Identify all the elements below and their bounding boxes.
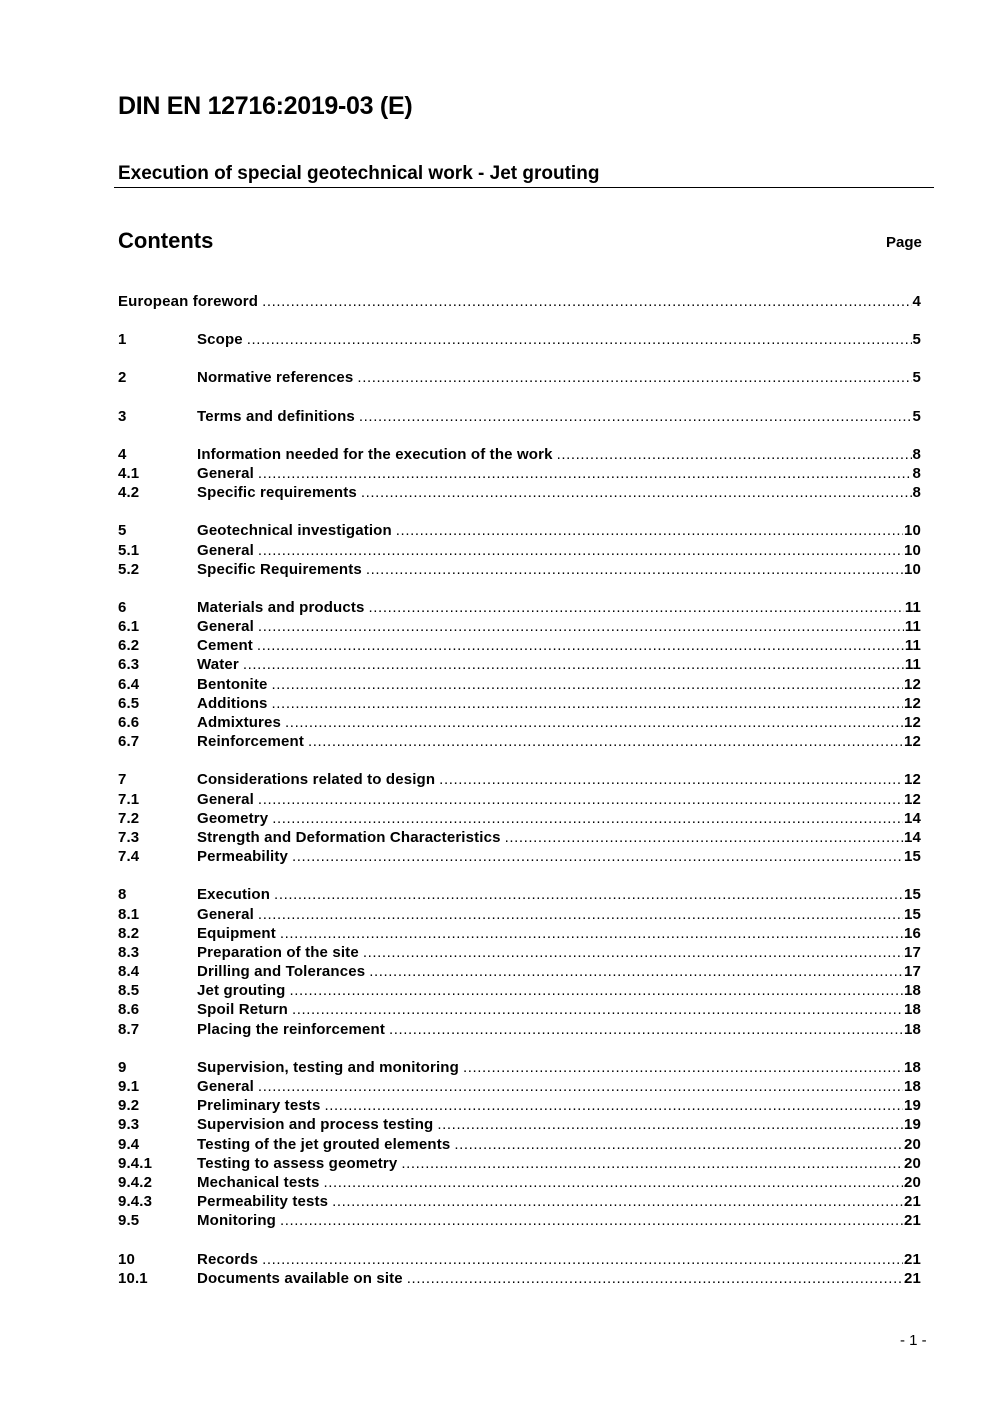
- toc-dot-leader: [505, 828, 903, 847]
- toc-entry-number: 6.4: [118, 675, 140, 693]
- toc-entry-page: 21: [904, 1193, 921, 1211]
- toc-entry-title: Specific Requirements: [197, 560, 362, 578]
- toc-entry-page: 8: [912, 445, 921, 463]
- toc-entry-number: 6.7: [118, 733, 140, 751]
- toc-entry-page: 21: [904, 1250, 921, 1268]
- toc-entry-title: Permeability tests: [197, 1193, 329, 1211]
- toc-entry-title: General: [197, 464, 254, 482]
- toc-entry-page: 18: [904, 1058, 921, 1076]
- toc-entry-page: 12: [904, 675, 921, 693]
- toc-entry-number: 9.4: [118, 1135, 140, 1153]
- toc-entry-number: 6: [118, 598, 127, 616]
- toc-dot-leader: [439, 770, 903, 789]
- toc-entry-title: Equipment: [197, 924, 276, 942]
- toc-entry-title: General: [197, 905, 254, 923]
- toc-entry-page: 4: [912, 293, 921, 310]
- toc-entry-page: 17: [904, 963, 921, 981]
- toc-entry-page: 15: [904, 905, 921, 923]
- toc-entry-number: 9.4.3: [118, 1193, 153, 1211]
- toc-entry-page: 18: [904, 1020, 921, 1038]
- toc-entry-title: Permeability: [197, 848, 289, 866]
- toc-dot-leader: [454, 1135, 903, 1154]
- toc-entry-number: 8.3: [118, 943, 140, 961]
- toc-dot-leader: [257, 636, 904, 655]
- toc-entry[interactable]: [118, 445, 921, 464]
- toc-entry-page: 14: [904, 828, 921, 846]
- toc-dot-leader: [292, 1000, 903, 1019]
- toc-dot-leader: [280, 924, 903, 943]
- toc-entry-title: Preliminary tests: [197, 1097, 321, 1115]
- toc-entry-page: 20: [904, 1154, 921, 1172]
- toc-dot-leader: [463, 1058, 903, 1077]
- toc-entry-number: 9.3: [118, 1116, 140, 1134]
- toc-entry-title: Records: [197, 1250, 259, 1268]
- toc-dot-leader: [262, 1250, 903, 1269]
- toc-entry[interactable]: [118, 598, 921, 617]
- toc-entry-title: Jet grouting: [197, 982, 286, 1000]
- toc-entry-title: Supervision, testing and monitoring: [197, 1058, 459, 1076]
- toc-dot-leader: [359, 407, 912, 426]
- toc-entry-number: 6.5: [118, 694, 140, 712]
- toc-entry-page: 18: [904, 982, 921, 1000]
- toc-dot-leader: [258, 541, 903, 560]
- toc-entry-title: Drilling and Tolerances: [197, 963, 366, 981]
- document-title: DIN EN 12716:2019-03 (E): [118, 92, 413, 120]
- document-subtitle: Execution of special geotechnical work - Jet grouting: [118, 163, 600, 184]
- toc-dot-leader: [323, 1173, 903, 1192]
- toc-entry-number: 5.1: [118, 541, 140, 559]
- toc-entry-number: 2: [118, 369, 127, 387]
- toc-dot-leader: [396, 521, 903, 540]
- toc-entry[interactable]: [118, 1211, 921, 1230]
- toc-entry-page: 14: [904, 809, 921, 827]
- toc-entry-page: 10: [904, 541, 921, 559]
- toc-entry-title: Placing the reinforcement: [197, 1020, 385, 1038]
- toc-entry[interactable]: [118, 809, 921, 828]
- toc-entry-title: Testing to assess geometry: [197, 1154, 398, 1172]
- toc-entry-page: 11: [904, 618, 921, 636]
- toc-entry-title: Strength and Deformation Characteristics: [197, 828, 501, 846]
- toc-entry[interactable]: [118, 713, 921, 732]
- toc-entry[interactable]: [118, 1250, 921, 1269]
- toc-dot-leader: [258, 617, 904, 636]
- toc-entry-page: 18: [904, 1001, 921, 1019]
- toc-entry-page: 21: [904, 1269, 921, 1287]
- toc-entry-number: 6.3: [118, 656, 140, 674]
- toc-entry-page: 12: [904, 714, 921, 731]
- toc-entry-title: Geotechnical investigation: [197, 522, 392, 540]
- toc-entry-number: 10.1: [118, 1269, 148, 1287]
- contents-heading: Contents: [118, 228, 214, 253]
- toc-entry-number: 6.2: [118, 637, 140, 655]
- toc-entry-page: 21: [904, 1212, 921, 1230]
- toc-entry-number: 8.2: [118, 924, 140, 942]
- toc-entry[interactable]: [118, 1077, 921, 1096]
- toc-entry-page: 5: [912, 407, 921, 425]
- toc-dot-leader: [258, 790, 903, 809]
- toc-entry-page: 12: [904, 733, 921, 751]
- toc-entry[interactable]: [118, 521, 921, 540]
- toc-entry-title: General: [197, 1078, 254, 1095]
- toc-entry[interactable]: [118, 368, 921, 387]
- toc-dot-leader: [258, 905, 903, 924]
- toc-dot-leader: [357, 368, 911, 387]
- toc-entry[interactable]: [118, 905, 921, 924]
- toc-entry-title: Bentonite: [197, 675, 268, 693]
- toc-entry-page: 5: [912, 369, 921, 387]
- toc-entry-title: Specific requirements: [197, 484, 357, 502]
- toc-entry[interactable]: [118, 790, 921, 809]
- toc-dot-leader: [262, 292, 911, 311]
- toc-dot-leader: [332, 1192, 903, 1211]
- toc-entry[interactable]: [118, 560, 921, 579]
- toc-entry[interactable]: [118, 1020, 921, 1039]
- toc-entry[interactable]: [118, 636, 921, 655]
- toc-entry-page: 8: [912, 464, 921, 482]
- toc-entry-title: Scope: [197, 331, 243, 349]
- toc-entry[interactable]: [118, 694, 921, 713]
- toc-dot-leader: [258, 1077, 903, 1096]
- toc-entry-number: 7.2: [118, 809, 140, 827]
- title-rule: [114, 187, 934, 188]
- toc-entry[interactable]: [118, 1154, 921, 1173]
- toc-entry-page: 12: [904, 790, 921, 808]
- toc-entry[interactable]: [118, 330, 921, 349]
- page-column-heading: Page: [886, 234, 922, 251]
- toc-entry[interactable]: [118, 1192, 921, 1211]
- toc-entry-number: 3: [118, 407, 127, 425]
- toc-dot-leader: [243, 655, 904, 674]
- toc-entry-number: 5.2: [118, 560, 140, 578]
- toc-dot-leader: [389, 1020, 903, 1039]
- toc-entry-title: Monitoring: [197, 1212, 276, 1230]
- toc-entry[interactable]: [118, 464, 921, 483]
- toc-entry-number: 5: [118, 522, 127, 540]
- toc-entry-page: 12: [904, 771, 921, 789]
- toc-entry[interactable]: [118, 981, 921, 1000]
- toc-entry[interactable]: [118, 828, 921, 847]
- toc-entry-number: 8.4: [118, 963, 140, 981]
- toc-entry-title: General: [197, 618, 254, 636]
- toc-entry-title: Normative references: [197, 369, 354, 387]
- toc-entry-number: 8.5: [118, 982, 140, 1000]
- toc-dot-leader: [292, 847, 903, 866]
- toc-entry-title: Information needed for the execution of the work: [197, 445, 553, 463]
- toc-entry-title: Admixtures: [197, 714, 282, 731]
- toc-entry-number: 6.1: [118, 618, 140, 636]
- toc-entry[interactable]: [118, 847, 921, 866]
- toc-entry-page: 16: [904, 924, 921, 942]
- toc-dot-leader: [258, 464, 912, 483]
- toc-entry-number: 4.2: [118, 484, 140, 502]
- toc-entry-number: 4.1: [118, 464, 140, 482]
- toc-entry-number: 4: [118, 445, 127, 463]
- toc-entry-number: 8: [118, 886, 127, 904]
- toc-entry-title: Geometry: [197, 809, 269, 827]
- toc-entry[interactable]: [118, 675, 921, 694]
- toc-entry-title: Supervision and process testing: [197, 1116, 434, 1134]
- toc-entry-title: Documents available on site: [197, 1269, 403, 1287]
- toc-entry-number: 8.6: [118, 1001, 140, 1019]
- toc-entry[interactable]: [118, 1173, 921, 1192]
- toc-entry-number: 6.6: [118, 714, 140, 731]
- toc-dot-leader: [272, 809, 903, 828]
- toc-entry-page: 10: [904, 522, 921, 540]
- toc-entry[interactable]: [118, 407, 921, 426]
- toc-entry[interactable]: [118, 1096, 921, 1115]
- toc-entry-number: 9.4.2: [118, 1173, 153, 1191]
- toc-entry-title: Additions: [197, 694, 268, 712]
- toc-entry-title: Considerations related to design: [197, 771, 436, 789]
- toc-dot-leader: [274, 885, 903, 904]
- page-number: - 1 -: [900, 1332, 927, 1349]
- toc-dot-leader: [285, 713, 903, 732]
- toc-entry[interactable]: [118, 292, 921, 311]
- toc-entry-number: 9.1: [118, 1078, 140, 1095]
- toc-dot-leader: [272, 675, 903, 694]
- toc-entry[interactable]: [118, 1269, 921, 1288]
- toc-entry[interactable]: [118, 483, 921, 502]
- toc-entry-page: 8: [912, 484, 921, 502]
- toc-entry-number: 9.2: [118, 1097, 140, 1115]
- toc-entry-number: 9.4.1: [118, 1154, 153, 1172]
- toc-dot-leader: [289, 981, 903, 1000]
- toc-entry-number: 1: [118, 331, 127, 349]
- toc-entry-number: 7.1: [118, 790, 140, 808]
- toc-dot-leader: [407, 1269, 903, 1288]
- toc-entry-page: 11: [904, 637, 921, 655]
- toc-entry-title: Materials and products: [197, 598, 365, 616]
- toc-entry-title: European foreword: [118, 293, 259, 310]
- toc-entry[interactable]: [118, 655, 921, 674]
- toc-entry[interactable]: [118, 1058, 921, 1077]
- toc-entry-title: Reinforcement: [197, 733, 304, 751]
- toc-entry[interactable]: [118, 1135, 921, 1154]
- toc-dot-leader: [369, 598, 904, 617]
- toc-entry-page: 20: [904, 1135, 921, 1153]
- toc-entry-title: Testing of the jet grouted elements: [197, 1135, 451, 1153]
- toc-entry[interactable]: [118, 541, 921, 560]
- toc-entry-page: 11: [904, 656, 921, 674]
- toc-entry[interactable]: [118, 770, 921, 789]
- toc-dot-leader: [366, 560, 903, 579]
- toc-entry-page: 15: [904, 886, 921, 904]
- toc-entry-title: Mechanical tests: [197, 1173, 320, 1191]
- toc-entry-page: 11: [904, 598, 921, 616]
- toc-entry-title: Terms and definitions: [197, 407, 355, 425]
- toc-entry-number: 7.3: [118, 828, 140, 846]
- toc-entry-title: General: [197, 790, 254, 808]
- toc-entry-title: Preparation of the site: [197, 943, 359, 961]
- toc-entry-title: Spoil Return: [197, 1001, 288, 1019]
- toc-dot-leader: [369, 962, 903, 981]
- toc-entry[interactable]: [118, 1000, 921, 1019]
- toc-dot-leader: [308, 732, 903, 751]
- toc-entry-number: 9: [118, 1058, 127, 1076]
- toc-entry-page: 10: [904, 560, 921, 578]
- toc-entry-page: 19: [904, 1116, 921, 1134]
- toc-entry-page: 17: [904, 943, 921, 961]
- toc-dot-leader: [247, 330, 912, 349]
- toc-entry-page: 12: [904, 694, 921, 712]
- toc-entry-page: 20: [904, 1173, 921, 1191]
- toc-entry-page: 19: [904, 1097, 921, 1115]
- toc-entry[interactable]: [118, 962, 921, 981]
- toc-dot-leader: [361, 483, 912, 502]
- toc-entry[interactable]: [118, 924, 921, 943]
- toc-entry-page: 18: [904, 1078, 921, 1095]
- toc-entry[interactable]: [118, 885, 921, 904]
- toc-dot-leader: [324, 1096, 903, 1115]
- toc-dot-leader: [437, 1115, 903, 1134]
- toc-entry-page: 5: [912, 331, 921, 349]
- toc-entry-title: Execution: [197, 886, 271, 904]
- toc-entry-number: 10: [118, 1250, 135, 1268]
- toc-entry-number: 7.4: [118, 848, 140, 866]
- toc-entry-title: General: [197, 541, 254, 559]
- toc-dot-leader: [557, 445, 912, 464]
- toc-dot-leader: [280, 1211, 903, 1230]
- toc-entry-number: 9.5: [118, 1212, 140, 1230]
- toc-entry[interactable]: [118, 943, 921, 962]
- toc-entry[interactable]: [118, 1115, 921, 1134]
- toc-dot-leader: [363, 943, 903, 962]
- toc-entry[interactable]: [118, 617, 921, 636]
- toc-entry[interactable]: [118, 732, 921, 751]
- table-of-contents: [118, 292, 921, 1288]
- toc-entry-page: 15: [904, 848, 921, 866]
- toc-entry-title: Cement: [197, 637, 253, 655]
- toc-dot-leader: [401, 1154, 903, 1173]
- toc-entry-number: 7: [118, 771, 127, 789]
- toc-entry-number: 8.7: [118, 1020, 140, 1038]
- toc-entry-number: 8.1: [118, 905, 140, 923]
- toc-entry-title: Water: [197, 656, 239, 674]
- toc-dot-leader: [272, 694, 903, 713]
